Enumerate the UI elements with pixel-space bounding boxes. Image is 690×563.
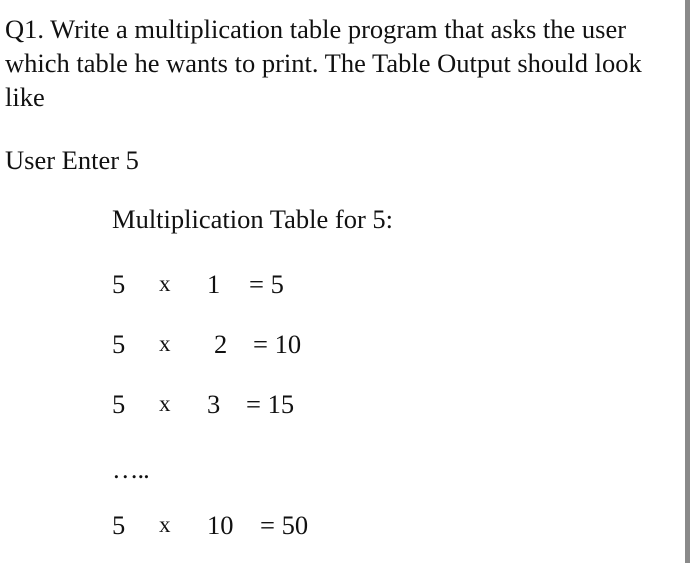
multiplicand: 5 [112, 389, 126, 419]
table-row [0, 508, 690, 542]
table-row [0, 267, 690, 301]
multiplicand: 5 [112, 510, 126, 540]
product: = 50 [260, 510, 309, 540]
table-row [0, 387, 690, 421]
product: = 10 [253, 329, 302, 359]
product: = 15 [246, 389, 295, 419]
table-row [0, 327, 690, 361]
times-sign: x [159, 512, 171, 537]
multiplicand: 5 [112, 269, 126, 299]
times-sign: x [159, 271, 171, 296]
times-sign: x [159, 391, 171, 416]
multiplier: 3 [207, 389, 221, 419]
multiplier: 2 [214, 329, 228, 359]
user-enter-text: User Enter 5 [5, 145, 139, 175]
multiplier: 10 [207, 510, 234, 540]
product: = 5 [249, 269, 284, 299]
table-title: Multiplication Table for 5: [112, 204, 394, 234]
question-text: Q1. Write a multiplication table program that asks the user which table he wants to print. The Table Output should look like [5, 14, 642, 112]
multiplier: 1 [207, 269, 221, 299]
ellipsis: ….. [112, 454, 149, 484]
multiplicand: 5 [112, 329, 126, 359]
times-sign: x [159, 331, 171, 356]
